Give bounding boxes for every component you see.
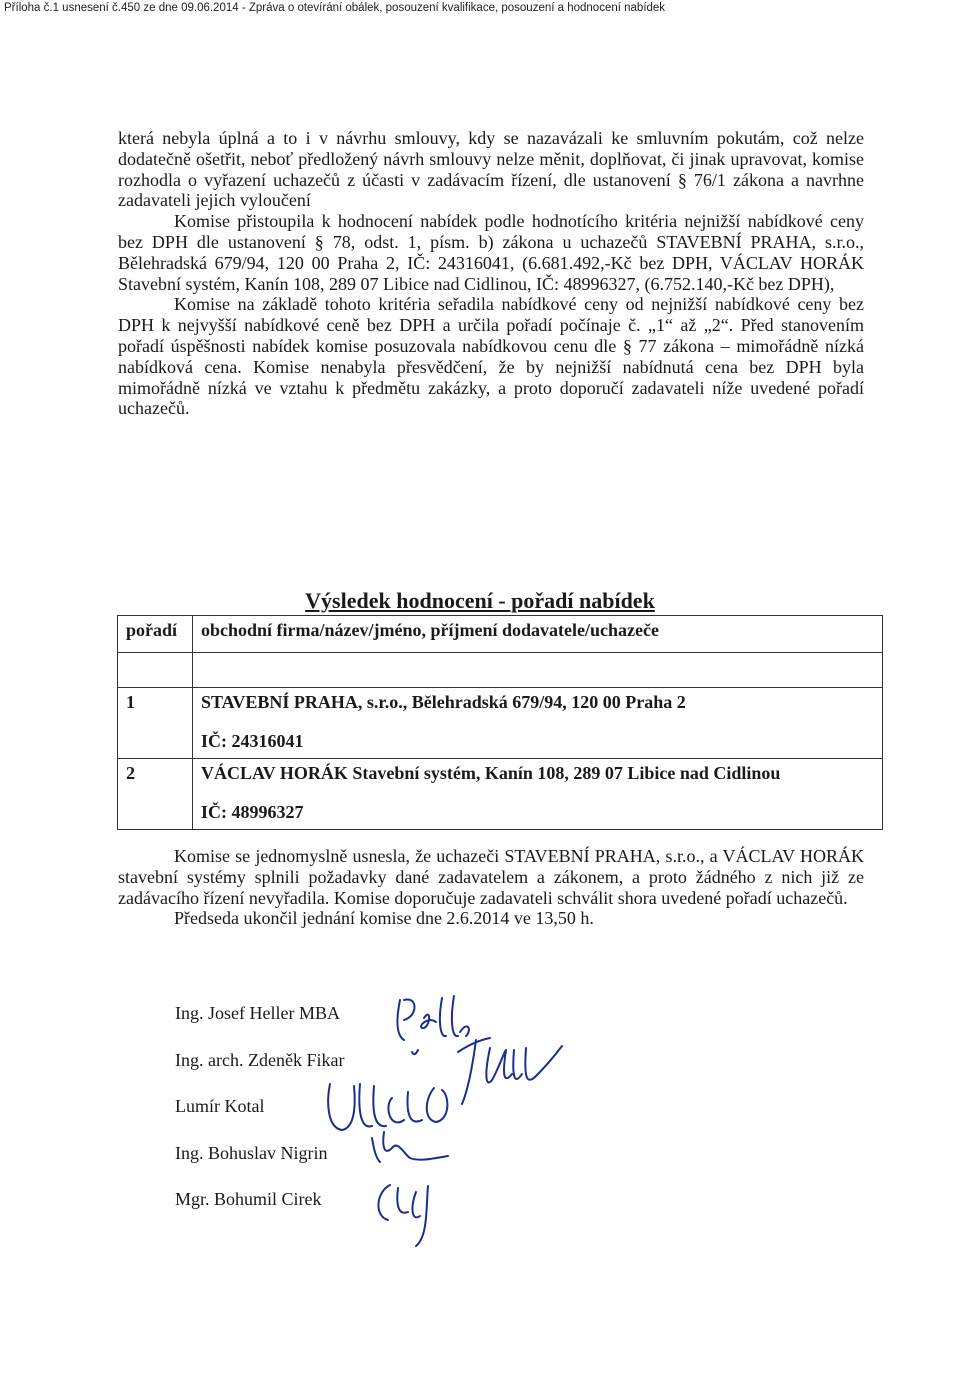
paragraph-exclusion: která nebyla úplná a to i v návrhu smlouvy, kdy se nazavázali ke smluvním pokutám, což nelze dodatečně ošetřit, neboť předložený návrh smlouvy nelze měnit, doplňovat, či jinak upravovat, komise rozhodla o vyřazení uchazečů z účasti v zadávacím řízení, dle ustanovení § 76/1 zákona a navrhne zadavateli jejich vyloučení	[118, 128, 864, 211]
spacer-cell	[193, 653, 883, 688]
company-name: VÁCLAV HORÁK Stavební systém, Kanín 108, 289 07 Libice nad Cidlinou	[201, 763, 781, 783]
col-company-header: obchodní firma/název/jméno, příjmení dodavatele/uchazeče	[193, 616, 883, 653]
signatory-name: Ing. Josef Heller MBA	[175, 1003, 340, 1023]
signature-kotal	[328, 1084, 447, 1130]
signatory-name: Lumír Kotal	[175, 1096, 265, 1116]
company-cell	[193, 759, 883, 830]
signature-nigrin	[372, 1132, 448, 1162]
handwritten-signatures	[300, 980, 750, 1260]
rank-cell: 1	[118, 688, 193, 759]
signature-cirek	[378, 1185, 428, 1246]
signatory-name: Ing. arch. Zdeněk Fikar	[175, 1049, 345, 1070]
paragraph-meeting-end: Předseda ukončil jednání komise dne 2.6.2014 ve 13,50 h.	[174, 908, 594, 929]
spacer-cell	[118, 653, 193, 688]
col-rank-header: pořadí	[118, 616, 193, 653]
company-ico: IČ: 48996327	[201, 802, 304, 822]
company-cell	[193, 688, 883, 759]
table-row	[118, 688, 883, 759]
results-title: Výsledek hodnocení - pořadí nabídek	[305, 588, 655, 613]
closing-text	[118, 846, 864, 929]
signatory-name: Mgr. Bohumil Cirek	[175, 1189, 322, 1209]
paragraph-resolution: Komise se jednomyslně usnesla, že uchazeči STAVEBNÍ PRAHA, s.r.o., a VÁCLAV HORÁK stavební systémy splnili požadavky dané zadavatelem a zákonem, a proto žádného z nich již ze zadávacího řízení nevyřadila. Komise doporučuje zadavateli schválit shora uvedené pořadí uchazečů.	[118, 846, 864, 908]
table-spacer-row	[118, 653, 883, 688]
signature-fikar	[412, 1038, 562, 1104]
table-row	[118, 759, 883, 830]
signatory-name: Ing. Bohuslav Nigrin	[175, 1142, 328, 1163]
company-name: STAVEBNÍ PRAHA, s.r.o., Bělehradská 679/94, 120 00 Praha 2	[201, 692, 686, 712]
rank-cell: 2	[118, 759, 193, 830]
paragraph-evaluation: Komise přistoupila k hodnocení nabídek podle hodnotícího kritéria nejnižší nabídkové ceny bez DPH dle ustanovení § 78, odst. 1, písm. b) zákona u uchazečů STAVEBNÍ PRAHA, s.r.o., Bělehradská 679/94, 120 00 Praha 2, IČ: 24316041, (6.681.492,-Kč bez DPH, VÁCLAV HORÁK Stavební systém, Kanín 108, 289 07 Libice nad Cidlinou, IČ: 48996327, (6.752.140,-Kč bez DPH),	[118, 211, 864, 294]
company-ico: IČ: 24316041	[201, 731, 304, 751]
paragraph-ranking: Komise na základě tohoto kritéria seřadila nabídkové ceny od nejnižší nabídkové ceny bez DPH k nejvyšší nabídkové ceně bez DPH a určila pořadí počínaje č. „1“ až „2“. Před stanovením pořadí úspěšnosti nabídek komise posuzovala nabídkovou cenu dle § 77 zákona – mimořádně nízká nabídková cena. Komise nenabyla přesvědčení, že by nejnižší nabídnutá cena bez DPH byla mimořádně nízká ve vztahu k předmětu zakázky, a proto doporučí zadavateli níže uvedené pořadí uchazečů.	[118, 294, 864, 419]
document-header: Příloha č.1 usnesení č.450 ze dne 09.06.2014 - Zpráva o otevírání obálek, posouzení kvalifikace, posouzení a hodnocení nabídek	[4, 2, 666, 14]
evaluation-text	[118, 128, 864, 419]
results-table	[117, 615, 883, 830]
table-header-row	[118, 616, 883, 653]
signature-heller	[397, 996, 469, 1040]
